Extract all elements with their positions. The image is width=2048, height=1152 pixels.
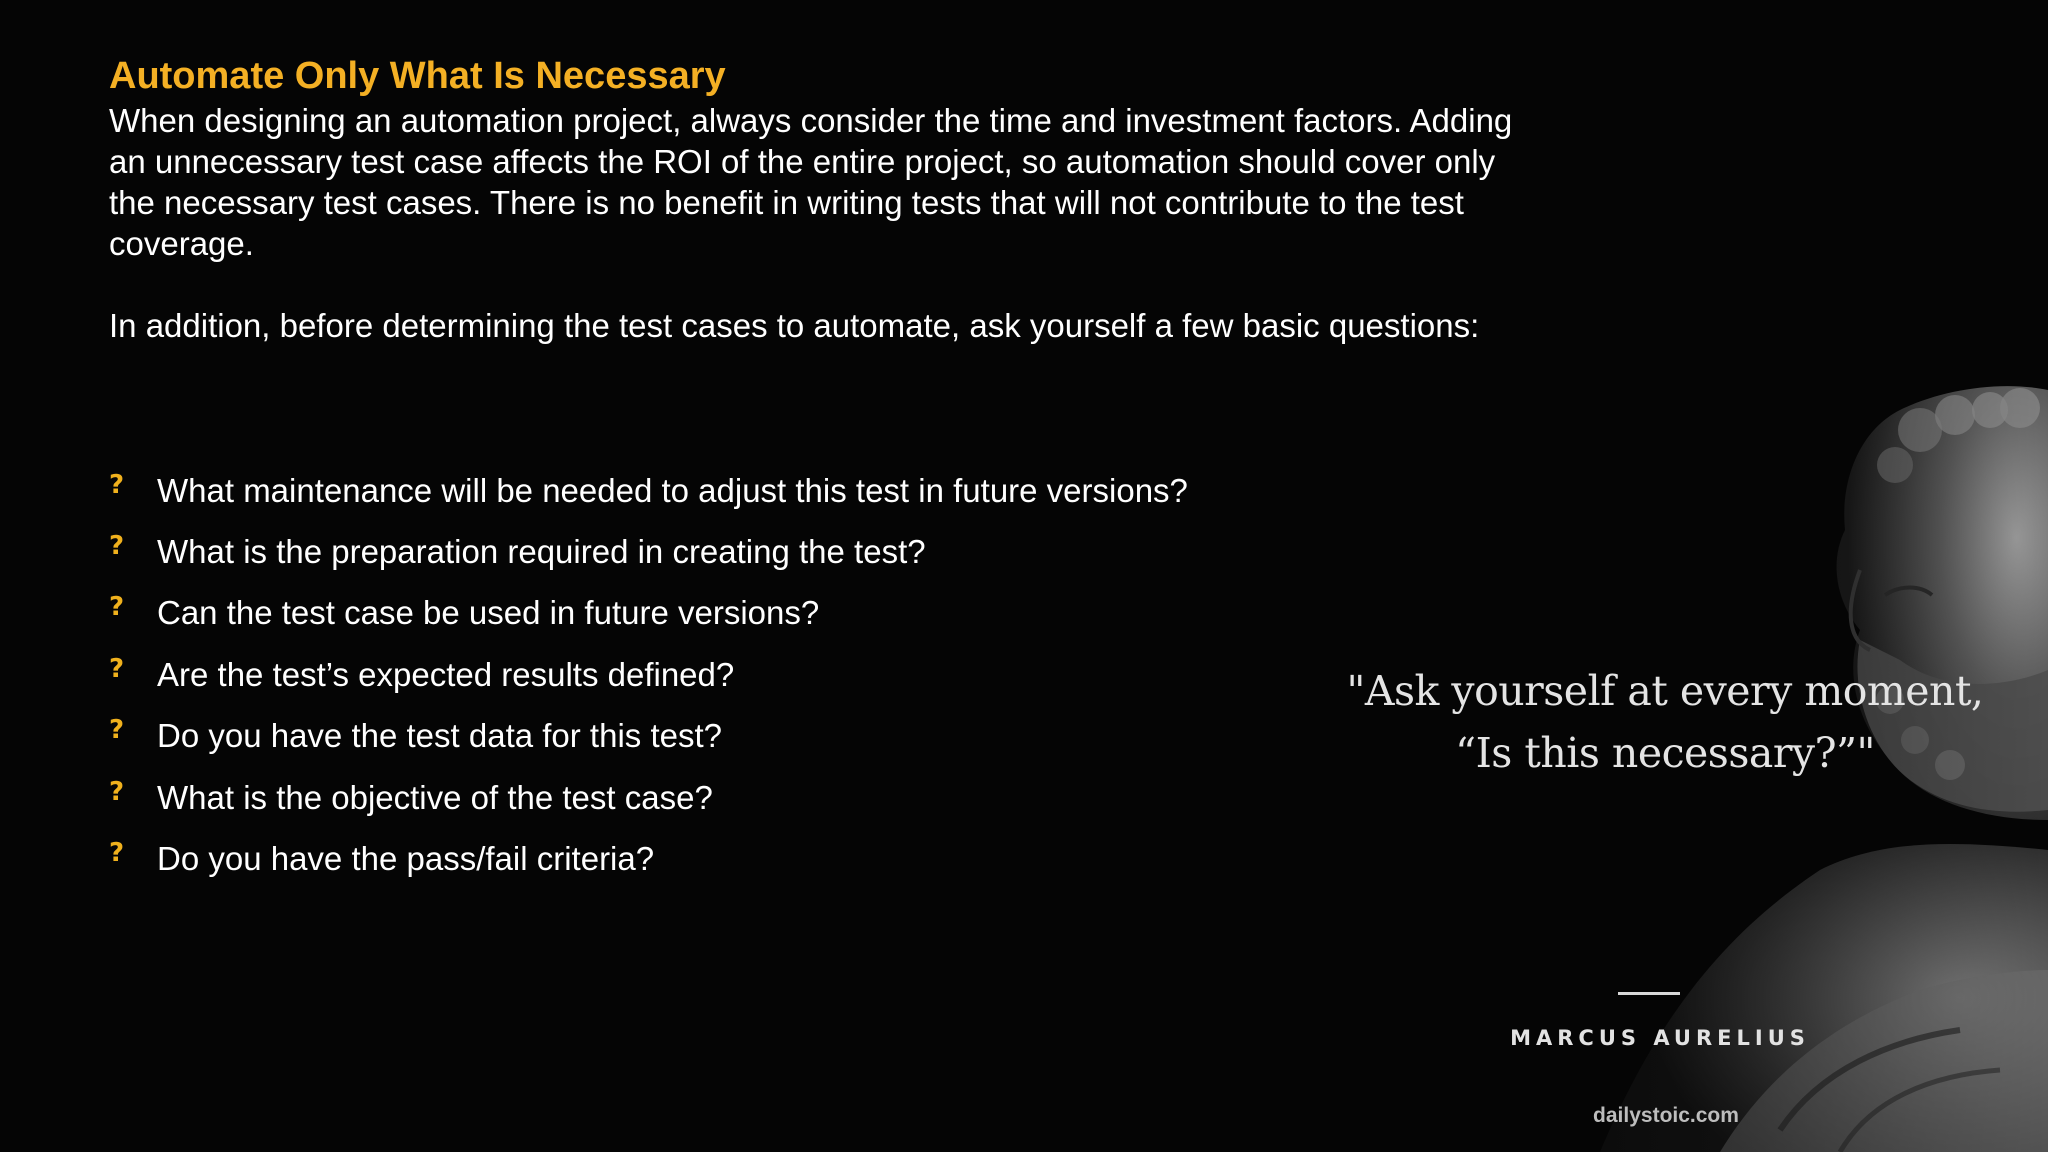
list-item (109, 583, 1188, 644)
list-item (109, 828, 1188, 889)
quote-divider (1618, 992, 1680, 995)
question-text: Do you have the test data for this test? (157, 717, 722, 755)
quote-text (1320, 660, 2010, 784)
question-mark-icon: ? (109, 653, 125, 684)
list-item (109, 706, 1188, 767)
quote-image (1300, 370, 2048, 1152)
list-item (109, 521, 1188, 582)
slide-content (109, 52, 1529, 346)
question-mark-icon: ? (109, 592, 125, 623)
question-mark-icon: ? (109, 469, 125, 500)
quote-author: MARCUS AURELIUS (1510, 1026, 1810, 1050)
quote-line-1: "Ask yourself at every moment, (1346, 667, 1984, 715)
question-mark-icon: ? (109, 776, 125, 807)
question-text: Are the test’s expected results defined? (157, 655, 735, 693)
quote-line-2: “Is this necessary?”" (1455, 729, 1875, 777)
question-text: Can the test case be used in future versions? (157, 594, 820, 632)
question-text: What is the preparation required in creating the test? (157, 533, 926, 571)
question-mark-icon: ? (109, 531, 125, 562)
question-mark-icon: ? (109, 715, 125, 746)
question-text: Do you have the pass/fail criteria? (157, 840, 655, 878)
question-list (109, 460, 1188, 890)
questions-intro-paragraph: In addition, before determining the test cases to automate, ask yourself a few basic questions: (109, 307, 1480, 344)
source-site: dailystoic.com (1593, 1104, 1739, 1127)
intro-paragraph: When designing an automation project, always consider the time and investment factors. Adding an unnecessary test case affects the ROI of the entire project, so automation should cover only the necessary test cases. There is no benefit in writing tests that will not contribute to the test coverage. (109, 102, 1513, 262)
list-item (109, 460, 1188, 521)
question-text: What maintenance will be needed to adjust this test in future versions? (157, 471, 1188, 509)
list-item (109, 767, 1188, 828)
question-mark-icon: ? (109, 838, 125, 869)
list-item (109, 644, 1188, 705)
question-text: What is the objective of the test case? (157, 778, 713, 816)
slide-title: Automate Only What Is Necessary (109, 55, 726, 97)
